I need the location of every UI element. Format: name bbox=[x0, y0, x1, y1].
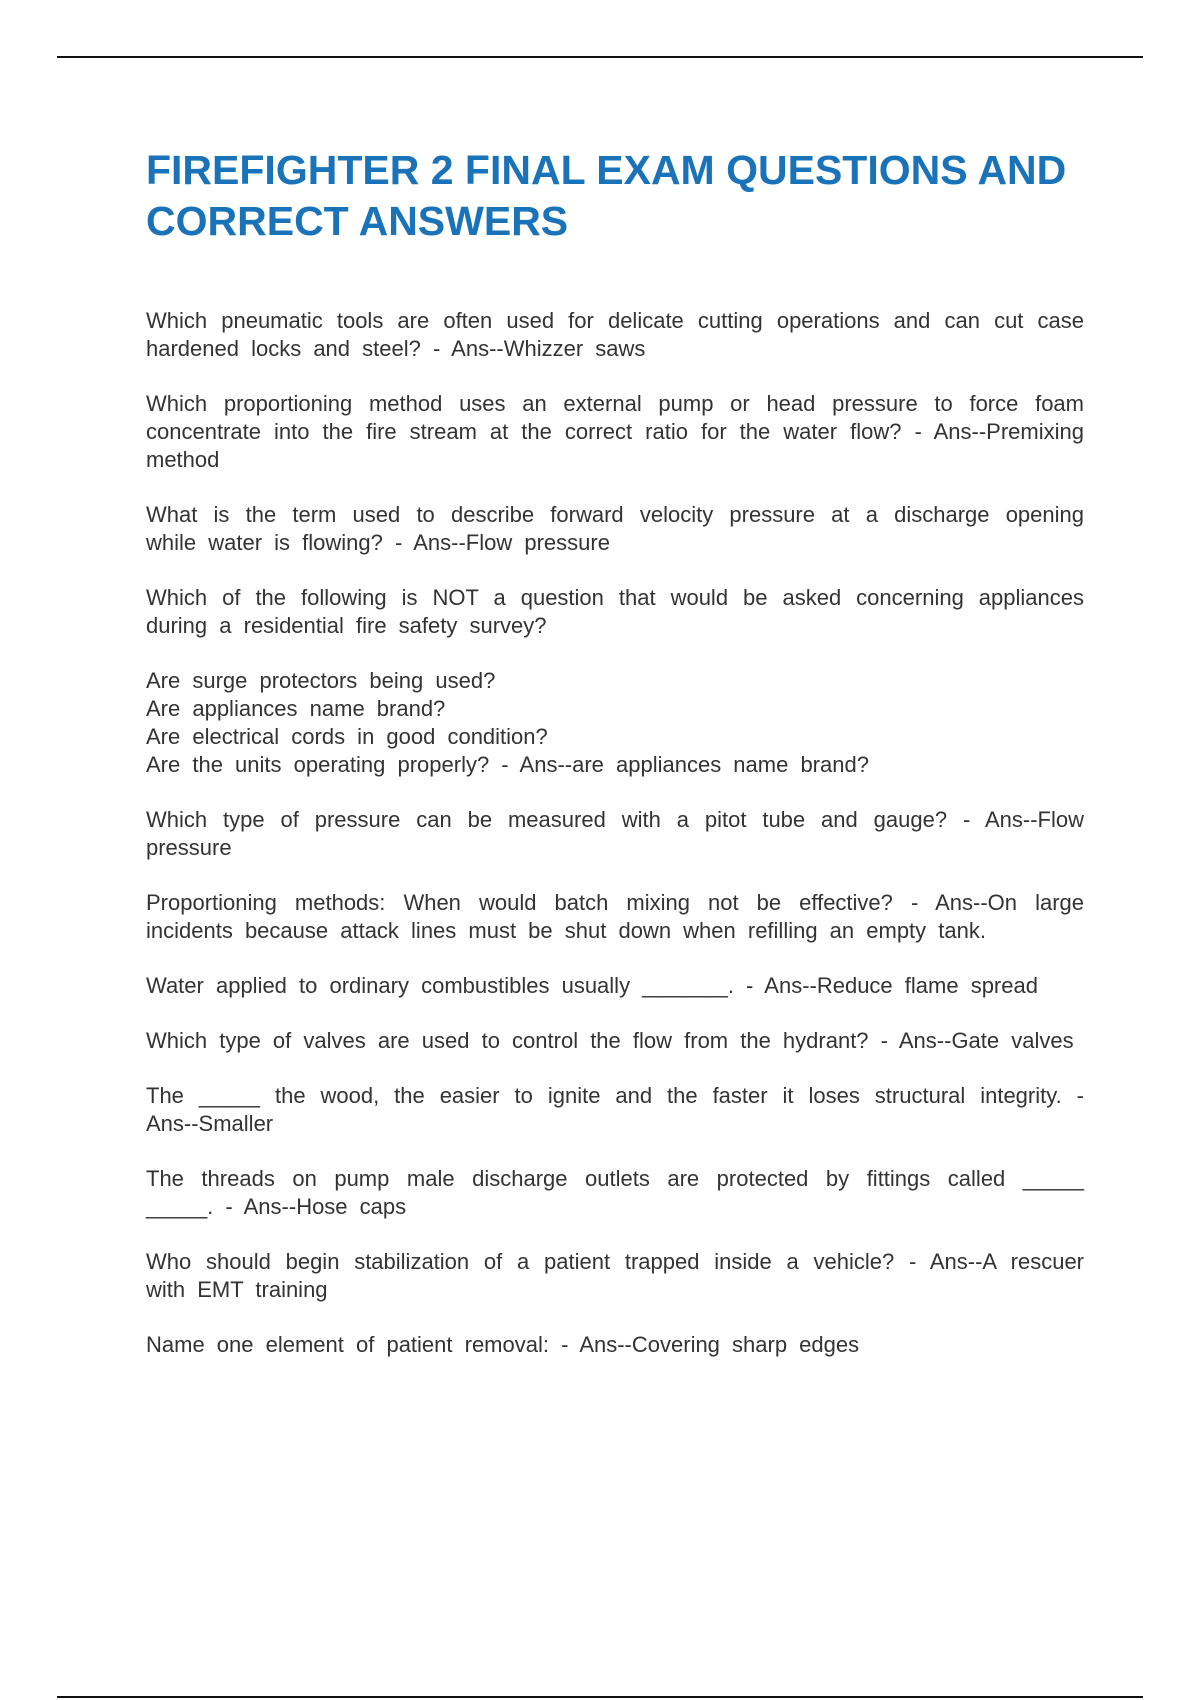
qa-item: Which type of pressure can be measured with a pitot tube and gauge? - Ans--Flow pressure bbox=[146, 807, 1084, 860]
qa-item: Are surge protectors being used? Are appliances name brand? Are electrical cords in good condition? Are the units operating properly? - Ans--are appliances name brand? bbox=[146, 668, 869, 777]
qa-item: The threads on pump male discharge outlets are protected by fittings called _____ _____. - Ans--Hose caps bbox=[146, 1166, 1084, 1219]
qa-list bbox=[146, 307, 1084, 1359]
top-rule bbox=[57, 56, 1143, 58]
qa-item: Proportioning methods: When would batch mixing not be effective? - Ans--On large incidents because attack lines must be shut down when refilling an empty tank. bbox=[146, 890, 1084, 943]
qa-item: The _____ the wood, the easier to ignite and the faster it loses structural integrity. - Ans--Smaller bbox=[146, 1083, 1084, 1136]
qa-item: What is the term used to describe forward velocity pressure at a discharge opening while water is flowing? - Ans--Flow pressure bbox=[146, 502, 1084, 555]
bottom-rule bbox=[57, 1696, 1143, 1698]
qa-item: Water applied to ordinary combustibles usually _______. - Ans--Reduce flame spread bbox=[146, 973, 1038, 998]
qa-item: Which pneumatic tools are often used for delicate cutting operations and can cut case hardened locks and steel? - Ans--Whizzer saws bbox=[146, 308, 1084, 361]
document-body bbox=[146, 145, 1084, 1386]
qa-item: Who should begin stabilization of a patient trapped inside a vehicle? - Ans--A rescuer with EMT training bbox=[146, 1249, 1084, 1302]
document-title: FIREFIGHTER 2 FINAL EXAM QUESTIONS AND CORRECT ANSWERS bbox=[146, 147, 1067, 244]
qa-item: Which proportioning method uses an external pump or head pressure to force foam concentrate into the fire stream at the correct ratio for the water flow? - Ans--Premixing method bbox=[146, 391, 1084, 472]
qa-item: Which type of valves are used to control the flow from the hydrant? - Ans--Gate valves bbox=[146, 1028, 1074, 1053]
qa-item: Which of the following is NOT a question that would be asked concerning appliances during a residential fire safety survey? bbox=[146, 585, 1084, 638]
qa-item: Name one element of patient removal: - Ans--Covering sharp edges bbox=[146, 1332, 860, 1357]
